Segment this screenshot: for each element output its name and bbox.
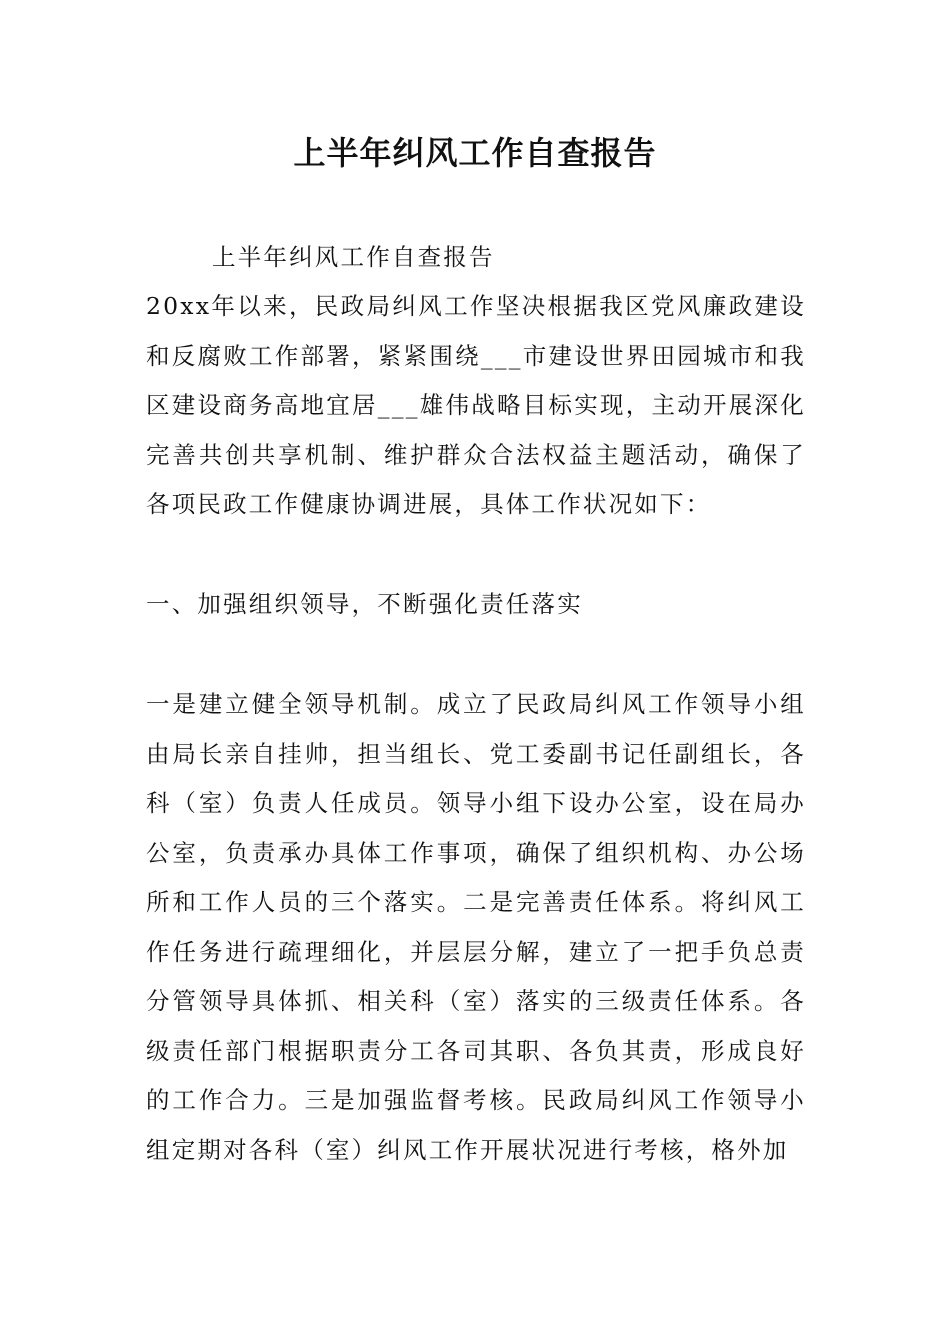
intro-paragraph: 20xx年以来，民政局纠风工作坚决根据我区党风廉政建设和反腐败工作部署，紧紧围绕___市建设世界田园城市和我区建设商务高地宜居___雄伟战略目标实现，主动开展深化完善共创共享机制、维护群众合法权益主题活动，确保了各项民政工作健康协调进展，具体工作状况如下： [146,292,806,518]
document-title: 上半年纠风工作自查报告 [293,134,657,172]
section-paragraph: 一是建立健全领导机制。成立了民政局纠风工作领导小组由局长亲自挂帅，担当组长、党工委副书记任副组长，各科（室）负责人任成员。领导小组下设办公室，设在局办公室，负责承办具体工作事项，确保了组织机构、办公场所和工作人员的三个落实。二是完善责任体系。将纠风工作任务进行疏理细化，并层层分解，建立了一把手负总责分管领导具体抓、相关科（室）落实的三级责任体系。各级责任部门根据职责分工各司其职、各负其责，形成良好的工作合力。三是加强监督考核。民政局纠风工作领导小组定期对各科（室）纠风工作开展状况进行考核，格外加 [146,690,806,1164]
document-subtitle: 上半年纠风工作自查报告 [212,243,495,271]
section-heading: 一、加强组织领导，不断强化责任落实 [146,590,583,618]
